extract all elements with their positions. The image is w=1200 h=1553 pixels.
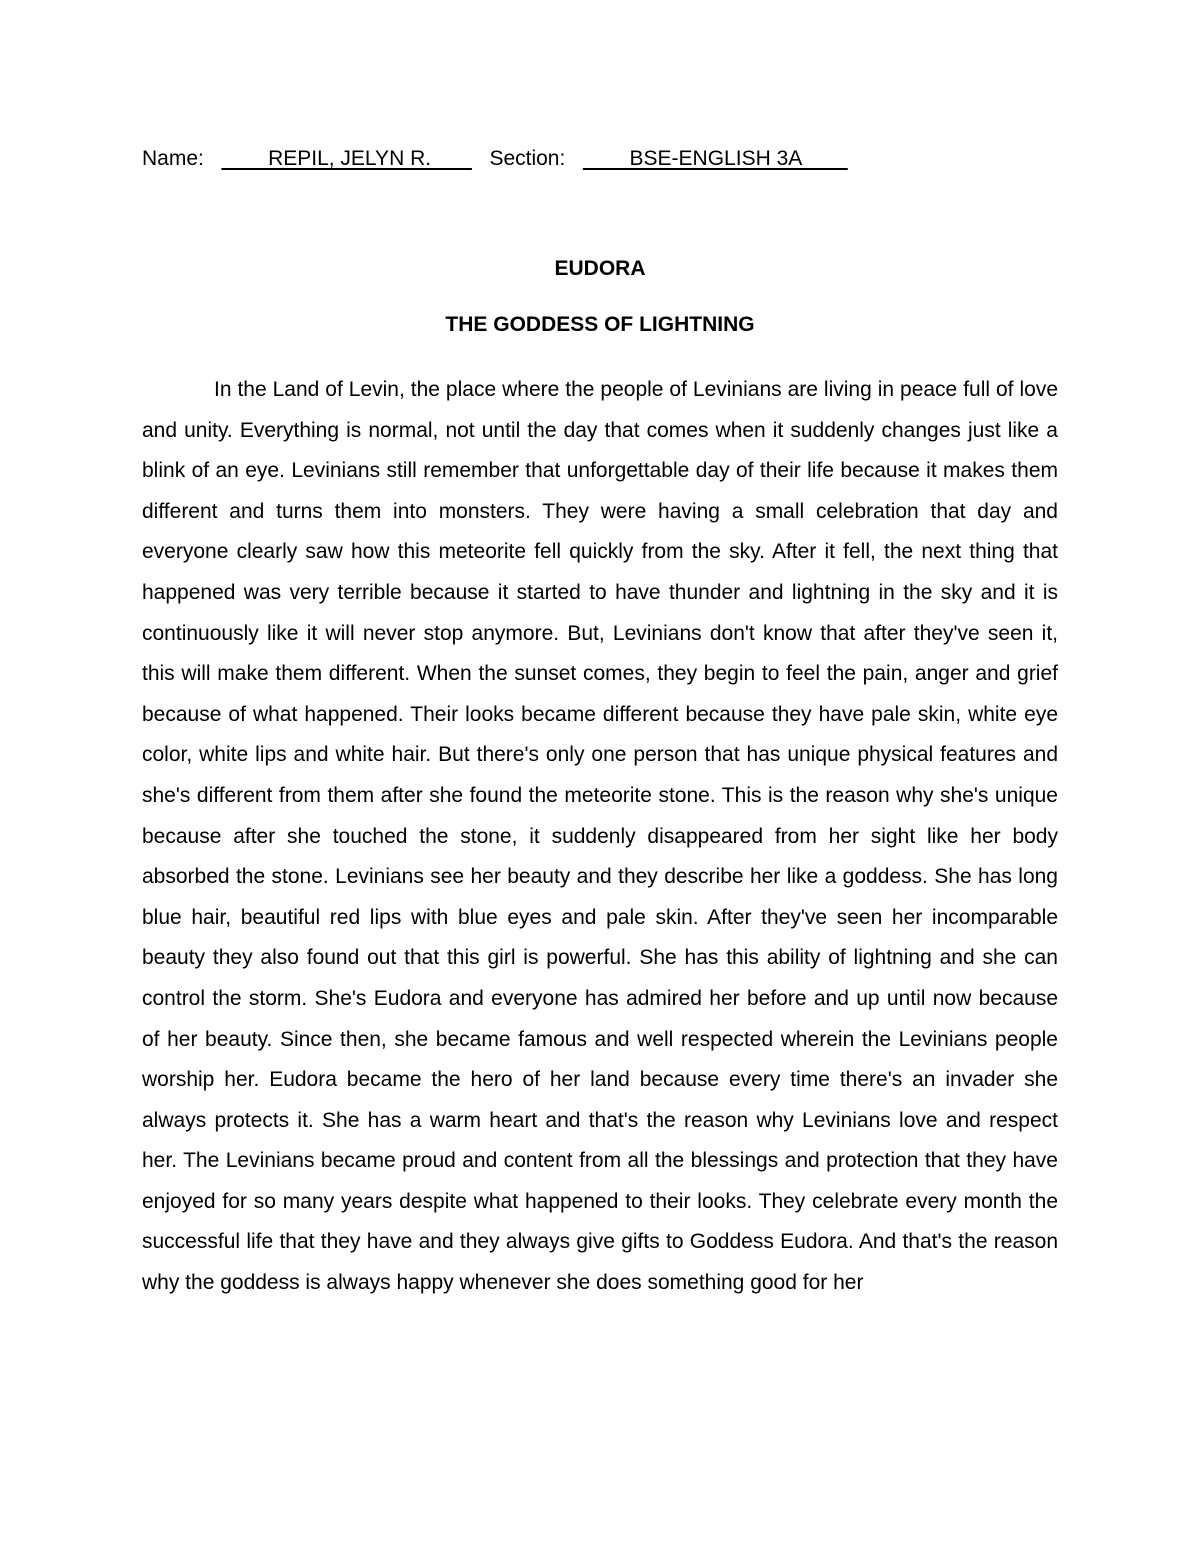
name-label: Name: [142,147,204,170]
story-paragraph: In the Land of Levin, the place where the people of Levinians are living in peace full of love and unity. Everything is normal, not until the day that comes when it suddenly changes just like a blink of an eye. Levinians still remember that unforgettable day of their life because it makes them different and turns them into monsters. They were having a small celebration that day and everyone clearly saw how this meteorite fell quickly from the sky. After it fell, the next thing that happened was very terrible because it started to have thunder and lightning in the sky and it is continuously like it will never stop anymore. But, Levinians don't know that after they've seen it, this will make them different. When the sunset comes, they begin to feel the pain, anger and grief because of what happened. Their looks became different because they have pale skin, white eye color, white lips and white hair. But there's only one person that has unique physical features and she's different from them after she found the meteorite stone. This is the reason why she's unique because after she touched the stone, it suddenly disappeared from her sight like her body absorbed the stone. Levinians see her beauty and they describe her like a goddess. She has long blue hair, beautiful red lips with blue eyes and pale skin. After they've seen her incomparable beauty they also found out that this girl is powerful. She has this ability of lightning and she can control the storm. She's Eudora and everyone has admired her before and up until now because of her beauty. Since then, she became famous and well respected wherein the Levinians people worship her. Eudora became the hero of her land because every time there's an invader she always protects it. She has a warm heart and that's the reason why Levinians love and respect her. The Levinians became proud and content from all the blessings and protection that they have enjoyed for so many years despite what happened to their looks. They celebrate every month the successful life that they have and they always give gifts to Goddess Eudora. And that's the reason why the goddess is always happy whenever she does something good for her [142,378,1058,1295]
document-title: EUDORA [554,257,646,280]
student-info-line [142,143,1052,175]
name-value: REPIL, JELYN R. [221,147,472,170]
section-value: BSE-ENGLISH 3A [582,147,848,170]
document-subtitle: THE GODDESS OF LIGHTNING [445,313,755,336]
section-label: Section: [489,147,566,170]
